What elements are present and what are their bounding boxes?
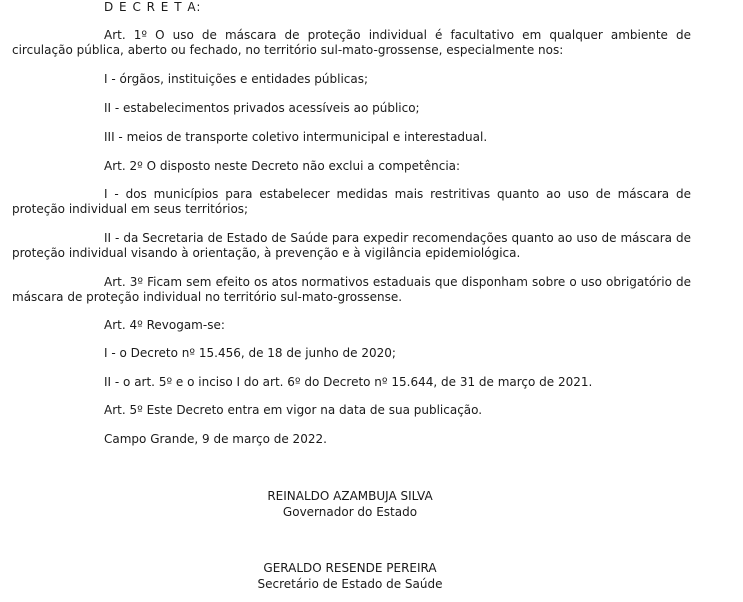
article-2-text: Art. 2º O disposto neste Decreto não exclui a competência: bbox=[104, 159, 461, 173]
article-4-item-2: II - o art. 5º e o inciso I do art. 6º do Decreto nº 15.644, de 31 de março de 2021. bbox=[104, 375, 593, 389]
signature-1-name: REINALDO AZAMBUJA SILVA bbox=[267, 489, 433, 503]
article-3 bbox=[12, 275, 691, 305]
article-3-text: Art. 3º Ficam sem efeito os atos normativos estaduais que disponham sobre o uso obrigatório de máscara de proteção individual no território sul-mato-grossense. bbox=[12, 275, 691, 304]
article-2-item-1-text: I - dos municípios para estabelecer medidas mais restritivas quanto ao uso de máscara de proteção individual em seus territórios; bbox=[12, 187, 691, 216]
article-4-item-1: I - o Decreto nº 15.456, de 18 de junho de 2020; bbox=[104, 346, 396, 360]
signature-2-role: Secretário de Estado de Saúde bbox=[257, 577, 443, 591]
article-2-item-2 bbox=[12, 231, 691, 261]
article-1 bbox=[12, 28, 691, 58]
article-5-text: Art. 5º Este Decreto entra em vigor na data de sua publicação. bbox=[104, 403, 483, 417]
article-1-item-3: III - meios de transporte coletivo intermunicipal e interestadual. bbox=[104, 130, 488, 144]
signature-2-name: GERALDO RESENDE PEREIRA bbox=[263, 561, 437, 575]
article-1-text: Art. 1º O uso de máscara de proteção individual é facultativo em qualquer ambiente de circulação pública, aberto ou fechado, no território sul-mato-grossense, especialmente nos: bbox=[12, 28, 691, 57]
article-2-item-2-text: II - da Secretaria de Estado de Saúde para expedir recomendações quanto ao uso de máscara de proteção individual visando à orientação, à prevenção e à vigilância epidemiológica. bbox=[12, 231, 691, 260]
signature-1-role: Governador do Estado bbox=[282, 505, 418, 519]
article-1-item-1: I - órgãos, instituições e entidades públicas; bbox=[104, 72, 369, 86]
article-1-item-2: II - estabelecimentos privados acessíveis ao público; bbox=[104, 101, 420, 115]
article-4-text: Art. 4º Revogam-se: bbox=[104, 318, 225, 332]
decree-heading: D E C R E T A: bbox=[104, 0, 202, 14]
place-date: Campo Grande, 9 de março de 2022. bbox=[104, 432, 327, 446]
article-2-item-1 bbox=[12, 187, 691, 217]
